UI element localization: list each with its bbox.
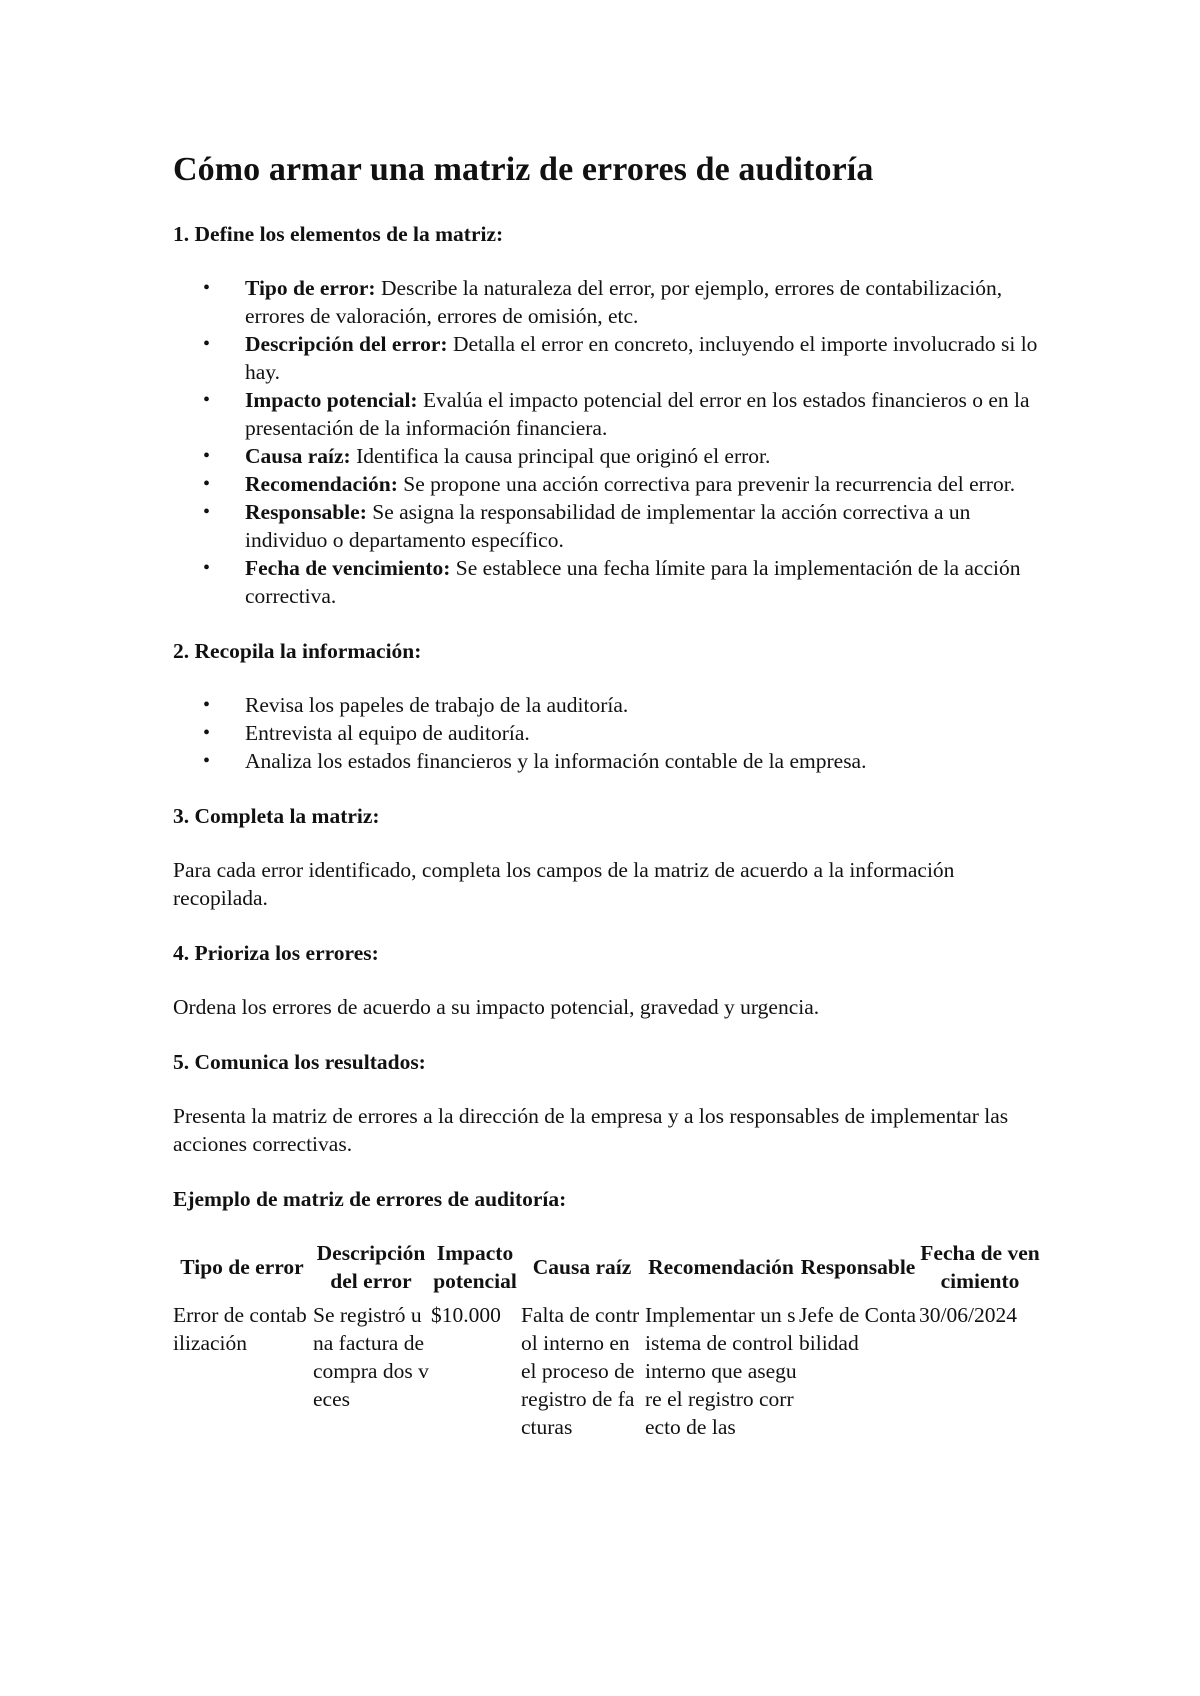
info-list: [173, 691, 1043, 775]
list-item-term: Recomendación:: [245, 472, 398, 496]
list-item-text: Se propone una acción correctiva para prevenir la recurrencia del error.: [397, 472, 1016, 496]
list-item-term: Causa raíz:: [245, 444, 351, 468]
list-item-term: Descripción del error:: [245, 332, 448, 356]
list-item-term: Responsable:: [245, 500, 367, 524]
list-item: [245, 554, 1043, 610]
table-header-cell: Recomendación: [648, 1255, 794, 1279]
list-item-term: Tipo de error:: [245, 276, 376, 300]
section-paragraph: Ordena los errores de acuerdo a su impacto potencial, gravedad y urgencia.: [173, 995, 820, 1019]
list-item-term: Fecha de vencimiento:: [245, 556, 451, 580]
list-item: [245, 498, 1043, 554]
section-heading: 4. Prioriza los errores:: [173, 941, 379, 965]
list-item: [245, 274, 1043, 330]
table-row: [173, 1301, 1043, 1441]
section-paragraph: Presenta la matriz de errores a la dirección de la empresa y a los responsables de implementar las acciones correctivas.: [173, 1104, 1009, 1156]
table-cell: 30/06/2024: [919, 1303, 1017, 1327]
list-item-text: Se asigna la responsabilidad de implementar la acción correctiva a un individuo o departamento específico.: [245, 500, 971, 552]
table-cell: Jefe de Contabilidad: [799, 1303, 917, 1355]
list-item: • Entrevista al equipo de auditoría.: [245, 719, 1043, 747]
list-item-term: Impacto potencial:: [245, 388, 418, 412]
table-cell: Error de contabilización: [173, 1303, 307, 1355]
table-header-cell: Fecha de vencimiento: [920, 1241, 1040, 1293]
section-heading: 3. Completa la matriz:: [173, 804, 380, 828]
table-cell: $10.000: [431, 1303, 501, 1327]
list-item: [245, 386, 1043, 442]
section-heading: 5. Comunica los resultados:: [173, 1050, 426, 1074]
list-item: • Revisa los papeles de trabajo de la auditoría.: [245, 691, 1043, 719]
section-paragraph: Para cada error identificado, completa los campos de la matriz de acuerdo a la información recopilada.: [173, 858, 955, 910]
table-cell: Falta de control interno en el proceso de registro de facturas: [521, 1303, 640, 1439]
document-body: [173, 140, 1043, 1441]
list-item-text: Describe la naturaleza del error, por ejemplo, errores de contabilización, errores de valoración, errores de omisión, etc.: [245, 276, 1003, 328]
list-item-text: Identifica la causa principal que originó el error.: [350, 444, 771, 468]
table-cell: Se registró una factura de compra dos veces: [313, 1303, 429, 1411]
table-header-cell: Descripción del error: [316, 1241, 426, 1293]
list-item-text: Evalúa el impacto potencial del error en los estados financieros o en la presentación de la información financiera.: [245, 388, 1030, 440]
table-header-row: [173, 1239, 1043, 1301]
table-header-cell: Responsable: [800, 1255, 916, 1279]
list-item-text: Se establece una fecha límite para la implementación de la acción correctiva.: [245, 556, 1021, 608]
page-title: Cómo armar una matriz de errores de auditoría: [173, 151, 874, 188]
table-header-cell: Causa raíz: [532, 1255, 632, 1279]
table-header-cell: Impacto potencial: [433, 1241, 517, 1293]
table-header-cell: Tipo de error: [180, 1255, 304, 1279]
example-heading: Ejemplo de matriz de errores de auditoría:: [173, 1187, 567, 1211]
list-item: [245, 330, 1043, 386]
table-cell: Implementar un sistema de control interno que asegure el registro correcto de las: [645, 1303, 797, 1439]
section-heading: 1. Define los elementos de la matriz:: [173, 222, 504, 246]
list-item-text: Detalla el error en concreto, incluyendo el importe involucrado si lo hay.: [245, 332, 1038, 384]
list-item: [245, 470, 1043, 498]
section-heading: 2. Recopila la información:: [173, 639, 422, 663]
error-matrix-table: [173, 1239, 1043, 1441]
list-item: [245, 442, 1043, 470]
list-item: • Analiza los estados financieros y la información contable de la empresa.: [245, 747, 1043, 775]
element-list: [173, 274, 1043, 610]
